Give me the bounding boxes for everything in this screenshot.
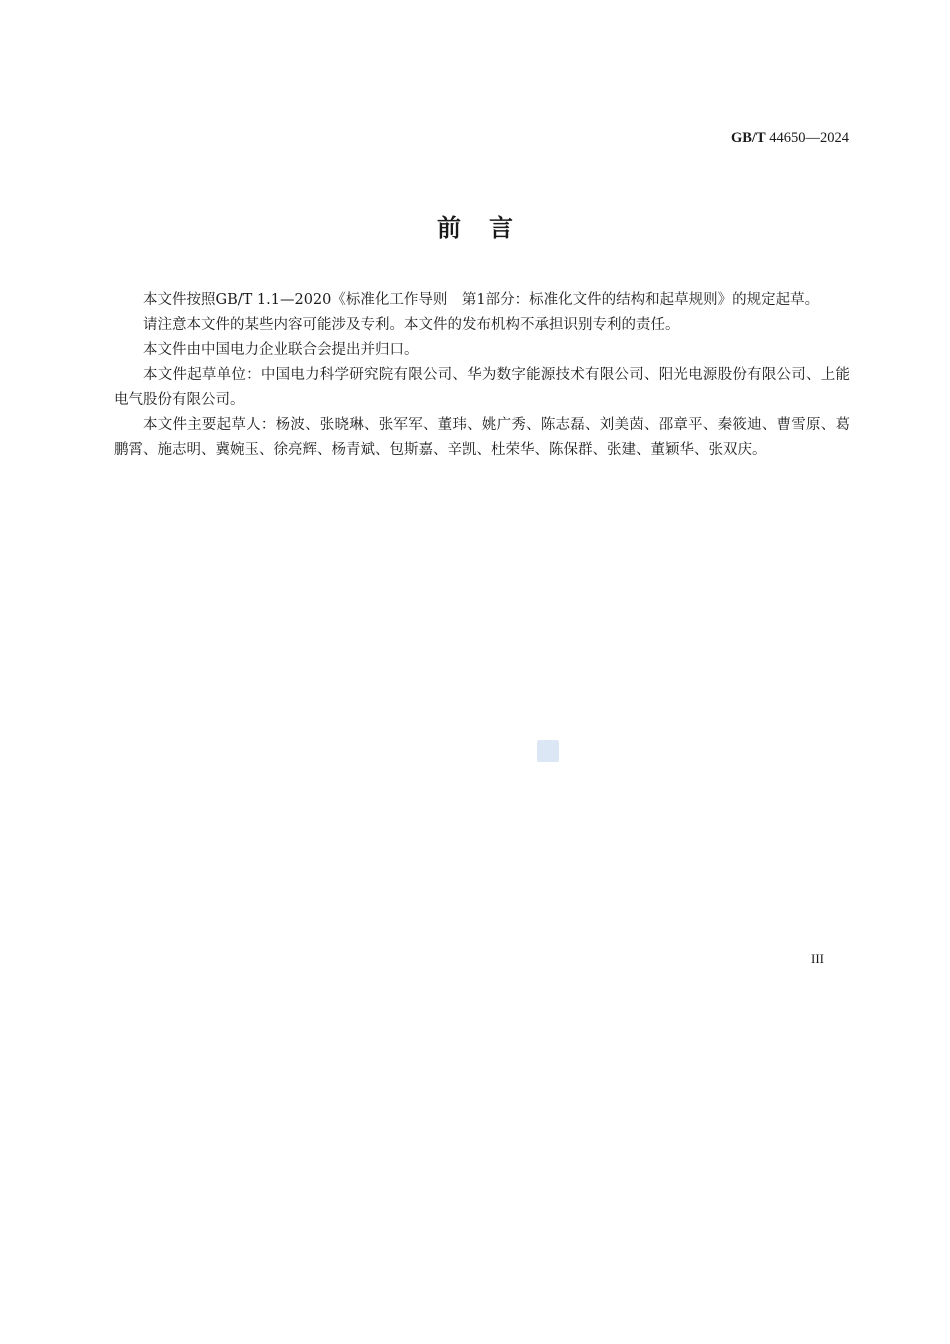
standard-code: [731, 130, 849, 147]
paragraph-drafting-units: 本文件起草单位：中国电力科学研究院有限公司、华为数字能源技术有限公司、阳光电源股份有限公司、上能电气股份有限公司。: [114, 367, 850, 408]
paragraph-patent-notice: 请注意本文件的某些内容可能涉及专利。本文件的发布机构不承担识别专利的责任。: [143, 317, 680, 333]
paragraph-proposer: 本文件由中国电力企业联合会提出并归口。: [143, 342, 419, 358]
foreword-body: [114, 288, 850, 463]
page-number: III: [811, 951, 824, 966]
page-title: 前言: [437, 214, 541, 242]
paragraph-drafting-rules: 本文件按照GB/T 1.1—2020《标准化工作导则 第1部分：标准化文件的结构和起草规则》的规定起草。: [143, 292, 820, 308]
paragraph-drafters: 本文件主要起草人：杨波、张晓琳、张军军、董玮、姚广秀、陈志磊、刘美茵、邵章平、秦筱迪、曹雪原、葛鹏霄、施志明、冀婉玉、徐亮辉、杨青斌、包斯嘉、辛凯、杜荣华、陈保群、张建、董颖华、张双庆。: [114, 417, 850, 458]
standard-code-number: 44650—2024: [765, 130, 849, 146]
standard-code-prefix: GB/T: [730, 130, 766, 146]
watermark-stamp-icon: [537, 740, 559, 762]
